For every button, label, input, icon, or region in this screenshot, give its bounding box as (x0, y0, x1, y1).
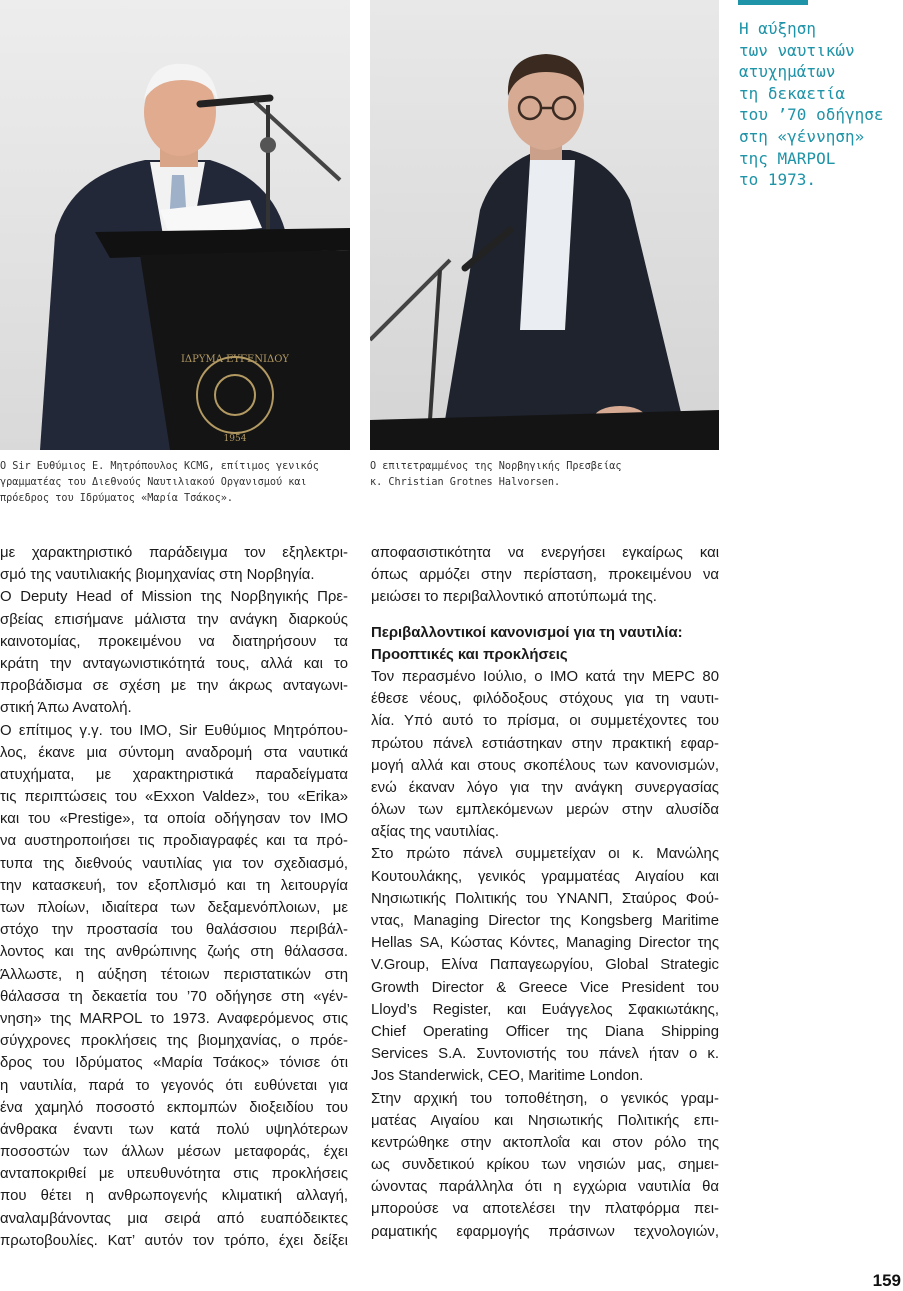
article-column-left (0, 542, 348, 1252)
article-line: τις περιπτώσεις του «Exxon Valdez», του «Erika» (0, 789, 348, 806)
caption-line: Ο Sir Ευθύμιος Ε. Μητρόπουλος KCMG, επίτιμος γενικός (0, 461, 319, 472)
article-line: με χαρακτηριστικό παράδειγμα τον εξηλεκτρι- (0, 545, 348, 561)
pull-quote-accent-bar (738, 0, 808, 5)
article-line: Lloyd’s Register, και Ευάγγελος Σφακιωτάκης, (371, 1001, 719, 1018)
article-line: αξίας της ναυτιλίας. (371, 824, 500, 841)
article-column-right (371, 542, 719, 1243)
article-line: μειώσει το περιβαλλοντικό αποτύπωμά της. (371, 589, 657, 606)
photo-caption-left (0, 459, 352, 507)
article-line: Growth Director & Greece Vice President του (371, 979, 719, 996)
article-line: σμό της ναυτιλιακής βιομηχανίας στη Νορβηγία. (0, 567, 315, 584)
pull-quote: Η αύξηση των ναυτικών ατυχημάτων τη δεκαετία του ’70 οδήγησε στη «γέννηση» της MARPOL το 1973. (739, 19, 884, 190)
article-line: καινοτομίας, προκειμένου να διατηρήσουν τα (0, 633, 348, 650)
article-line: νηση» της MARPOL το 1973. Αναφερόμενος στις (0, 1010, 348, 1027)
section-heading-line: Προοπτικές και προκλήσεις (371, 646, 568, 663)
article-line: θάλασσα τη δεκαετία του ’70 οδήγησε στη «γέν- (0, 988, 348, 1005)
lectern-plaque-year: 1954 (223, 434, 247, 444)
article-line: προβάδισμα σε σχέση με την άκρως ανταγωνι- (0, 678, 348, 695)
article-line: ώνοντας παράλληλα ότι η εγχώρια ναυτιλία θα (371, 1179, 719, 1196)
article-line: ματέας Αιγαίου και Νησιωτικής Πολιτικής επι- (371, 1112, 719, 1129)
article-section-body (371, 666, 719, 1243)
article-line: ντας, Managing Director της Kongsberg Maritime (371, 913, 719, 929)
article-line: αποφασιστικότητα να ενεργήσει εγκαίρως και (371, 545, 719, 561)
article-line: όπως αρμόζει στην περίσταση, προκειμένου να (371, 567, 719, 584)
article-line: κράτη την ανταγωνιστικότητά τους, αλλά και το (0, 655, 348, 672)
article-line: Στο πρώτο πάνελ συμμετείχαν οι κ. Μανώλης (371, 846, 719, 863)
article-line: όλων των εμπλεκόμενων μερών στην αλυσίδα (371, 802, 719, 819)
photo-christian-halvorsen (370, 0, 719, 450)
article-line: ραματικής εφαρμογής πράσινων τεχνολογιών, (371, 1223, 719, 1240)
caption-line: κ. Christian Grotnes Halvorsen. (370, 477, 561, 488)
caption-line: Ο επιτετραμμένος της Νορβηγικής Πρεσβείας (370, 461, 622, 472)
article-line: των πλοίων, ιδιαίτερα των δεξαμενόπλοιων, με (0, 900, 348, 916)
article-line: πρώτου πάνελ εστιάστηκαν στην πρακτική εφαρ- (371, 735, 719, 752)
article-line: έθεσε νέους, φιλόδοξους στόχους για τη ναυτι- (371, 691, 719, 708)
photo-sir-efthymios-mitropoulos (0, 0, 350, 450)
article-line: μογή αλλά και στους σκοπέλους των κανονισμών, (371, 757, 719, 774)
article-line: V.Group, Ελίνα Παπαγεωργίου, Global Strategic (371, 957, 719, 974)
article-line: λος, έκανε μια σύντομη αναδρομή στα ναυτικά (0, 744, 348, 761)
article-line: και του «Prestige», τα οποία οδήγησαν τον ΙΜΟ (0, 811, 348, 828)
article-line: άνθρακα έναντι των κατά πολύ υψηλότερων (0, 1121, 348, 1138)
article-line: κεντρώθηκε στην ακτοπλοΐα και στον ρόλο της (371, 1134, 719, 1151)
article-line: σύγχρονες προκλήσεις της βιομηχανίας, ο πρόε- (0, 1033, 348, 1050)
article-line: ένα χαμηλό ποσοστό εκπομπών διοξειδίου του (0, 1099, 348, 1116)
article-line: Στην αρχική του τοποθέτηση, ο γενικός γραμ- (371, 1090, 719, 1107)
article-line: που θέτει η ανθρωπογενής κλιματική αλλαγή, (0, 1188, 348, 1205)
photo-right-illustration (370, 0, 719, 450)
section-gap (371, 609, 719, 622)
article-line: την κατασκευή, τον εξοπλισμό και τη λειτουργία (0, 877, 348, 894)
article-line: λοντος και της ανθρώπινης ζωής στη θάλασσα. (0, 944, 348, 961)
article-line: αναλαμβάνοντας μια σειρά από ευαπόδεικτες (0, 1210, 348, 1227)
article-line: Jos Standerwick, CEO, Maritime London. (371, 1068, 644, 1085)
article-line: λία. Υπό αυτό το πρίσμα, οι συμμετέχοντες του (371, 713, 719, 730)
article-line: Νησιωτικής Πολιτικής του ΥΝΑΝΠ, Σταύρος Φού- (371, 890, 719, 907)
article-line: Chief Operating Officer της Diana Shipping (371, 1023, 719, 1040)
article-line: στική Άπω Ανατολή. (0, 700, 132, 717)
section-heading-line: Περιβαλλοντικοί κανονισμοί για τη ναυτιλία: (371, 624, 683, 641)
caption-line: γραμματέας του Διεθνούς Ναυτιλιακού Οργανισμού και (0, 477, 307, 488)
photo-caption-right (370, 459, 710, 491)
article-line: δρος του Ιδρύματος «Μαρία Τσάκος» τόνισε ότι (0, 1055, 348, 1072)
article-line: σβείας επισήμανε μάλιστα την ανάγκη διαρκούς (0, 611, 348, 628)
caption-line: πρόεδρος του Ιδρύματος «Μαρία Τσάκος». (0, 493, 234, 504)
page-number: 159 (872, 1271, 901, 1290)
article-line: Άλλωστε, η αύξηση τέτοιων περιστατικών στη (0, 966, 348, 983)
section-heading (371, 622, 719, 666)
article-line: Ο επίτιμος γ.γ. του ΙΜΟ, Sir Ευθύμιος Μητρόπου- (0, 722, 348, 739)
article-line: ποσοστών των άλλων μέσων μεταφοράς, έχει (0, 1144, 348, 1161)
lectern-plaque-text: ΙΔΡΥΜΑ ΕΥΓΕΝΙΔΟΥ (180, 354, 290, 365)
article-line: μπορούσε να αποτελέσει την πλατφόρμα πει- (371, 1201, 719, 1218)
article-line: Hellas SA, Κώστας Κόντες, Managing Director της (371, 935, 719, 952)
article-line: Services S.A. Συντονιστής του πάνελ ήταν ο κ. (371, 1046, 719, 1063)
article-paragraph-continued (371, 542, 719, 609)
article-line: Τον περασμένο Ιούλιο, ο ΙΜΟ κατά την MEPC 80 (371, 668, 719, 685)
article-line: ανταποκριθεί με υπευθυνότητα στις προκλήσεις (0, 1166, 348, 1183)
article-line: στόχο την προστασία του θαλάσσιου περιβάλ- (0, 922, 348, 939)
article-line: Ο Deputy Head of Mission της Νορβηγικής Πρε- (0, 589, 348, 606)
article-line: τυπα της διεθνούς ναυτιλίας για τον σχεδιασμό, (0, 855, 348, 872)
article-line: η ναυτιλία, παρά το γεγονός ότι ευθύνεται για (0, 1077, 348, 1094)
article-line: πρωτοβουλίες. Κατ’ αυτόν τον τρόπο, έχει δείξει (0, 1232, 348, 1249)
article-line: ατυχήματα, με χαρακτηριστικά παραδείγματα (0, 766, 348, 783)
article-line: ως συνδετικού κρίκου των νησιών μας, σημει- (371, 1157, 719, 1174)
article-line: Κουτουλάκης, γενικός γραμματέας Αιγαίου και (371, 868, 719, 885)
photo-left-illustration (0, 0, 350, 450)
article-line: να αυστηροποιήσει τις προδιαγραφές και τα πρό- (0, 833, 348, 850)
article-line: ενώ έκαναν λόγο για την ανάγκη συνεργασίας (371, 779, 719, 796)
